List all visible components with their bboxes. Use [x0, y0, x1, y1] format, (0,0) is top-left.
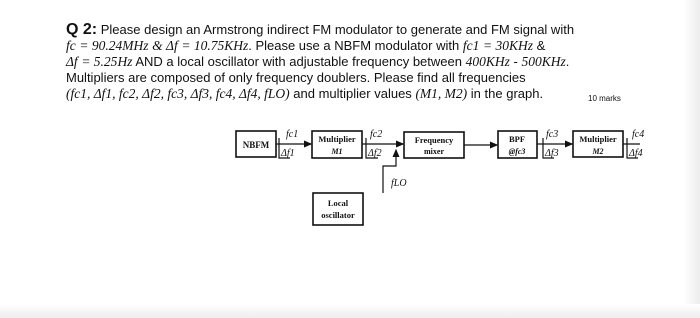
- ampersand: &: [536, 38, 546, 53]
- question-line-4: Multipliers are composed of only frequency doublers. Please find all frequencies: [66, 70, 526, 85]
- dash: -: [513, 54, 518, 69]
- unit-khz-2: KHz: [508, 38, 533, 53]
- nbfm-label: NBFM: [242, 140, 270, 150]
- symbol-fc: fc: [66, 38, 76, 53]
- label-flo: fLO: [391, 178, 407, 189]
- period: .: [565, 54, 570, 69]
- and-delta-f: & Δ: [152, 38, 174, 53]
- mixer-title: Frequency: [414, 135, 454, 145]
- label-fc1: fc1: [286, 129, 299, 140]
- multiplier-list: (M1, M2): [415, 86, 468, 101]
- label-fc4: fc4: [632, 129, 645, 140]
- unit-hz: Hz: [117, 54, 133, 69]
- label-df4: Δf4: [629, 148, 643, 159]
- fc-value: = 90.24: [79, 38, 123, 53]
- lo-min: 400: [465, 54, 486, 69]
- unit-khz-3: KHz: [485, 54, 510, 69]
- multiplier-1-title: Multiplier: [318, 134, 356, 144]
- label-fc3: fc3: [546, 129, 559, 140]
- mixer-sub: mixer: [424, 147, 444, 156]
- unit-khz-4: KHz: [541, 54, 566, 69]
- bpf-title: BPF: [508, 134, 526, 144]
- question-line-5-end: in the graph.: [470, 86, 544, 101]
- label-df2: Δf2: [368, 148, 382, 159]
- multiplier-2-title: Multiplier: [579, 134, 617, 144]
- question-line-2-text: . Please use a NBFM modulator with: [248, 38, 460, 53]
- delta-f-value-2: = 5.25: [81, 54, 118, 69]
- question-line-3-text: AND a local oscillator with adjustable frequency between: [135, 54, 462, 69]
- question-line-5-text: and multiplier values: [293, 86, 412, 101]
- label-df3: Δf3: [545, 148, 559, 159]
- question-line-1-text: Please design an Armstrong indirect FM modulator to generate and FM signal with: [100, 22, 575, 37]
- multiplier-2-sub: M2: [592, 147, 604, 156]
- lo-max: 500: [521, 54, 542, 69]
- multiplier-1-sub: M1: [331, 147, 343, 156]
- symbol-fc1: fc1: [462, 38, 480, 53]
- marks-label: 10 marks: [588, 94, 621, 103]
- lo-title: Local: [327, 198, 349, 208]
- question-number: Q 2:: [66, 21, 98, 38]
- lo-sub: oscillator: [321, 210, 355, 220]
- label-fc2: fc2: [370, 129, 383, 140]
- bpf-sub: @fc3: [508, 147, 526, 156]
- fc1-value: = 30: [482, 38, 509, 53]
- variable-list: (fc1, Δf1, fc2, Δf2, fc3, Δf3, fc4, Δf4, fLO): [66, 86, 290, 101]
- delta-f-value: = 10.75: [181, 38, 225, 53]
- unit-mhz: MHz: [122, 38, 149, 53]
- unit-khz: KHz: [224, 38, 249, 53]
- label-df1: Δf1: [281, 148, 295, 159]
- symbol-f: f: [173, 38, 178, 53]
- symbol-delta-f: Δf: [66, 54, 78, 69]
